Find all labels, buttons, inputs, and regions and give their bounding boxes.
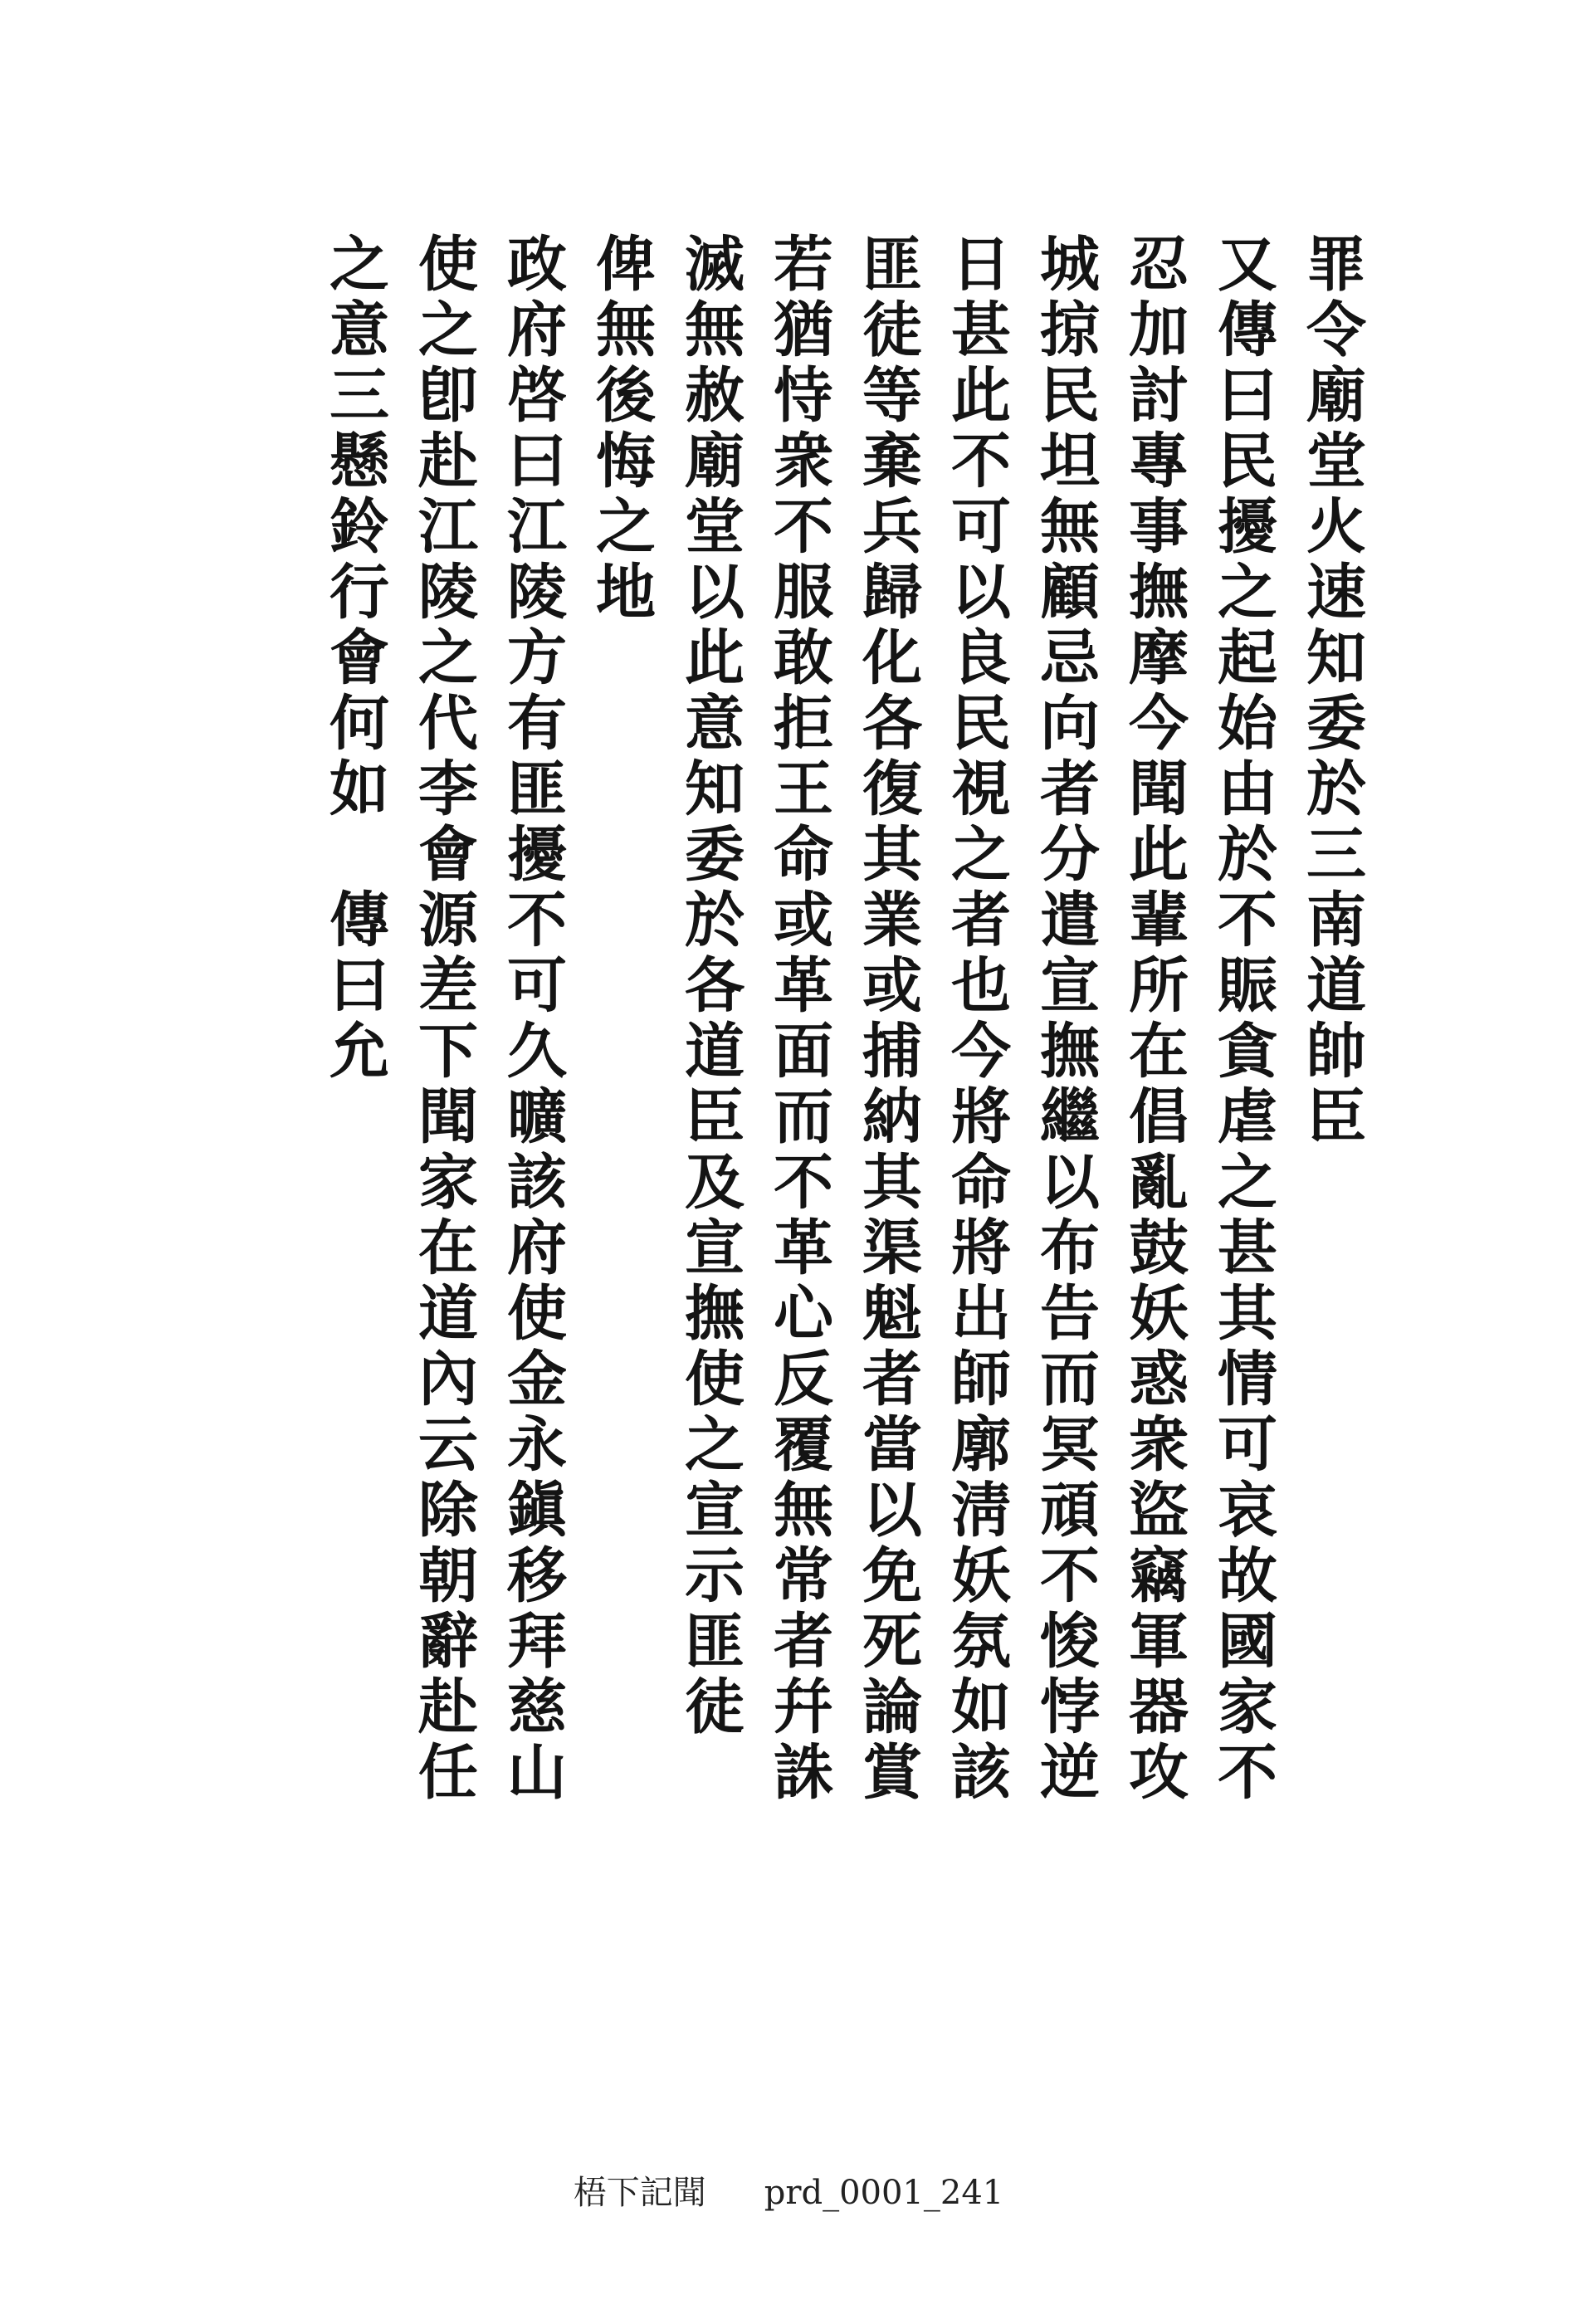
text-column-4: 城掠民坦無顧忌向者分遣宣撫繼以布告而冥頑不悛悖逆	[1030, 232, 1101, 1806]
text-column-8: 滅無赦廟堂以此意知委於各道臣及宣撫使之宣示匪徒	[675, 232, 745, 1741]
page-footer	[0, 2166, 1577, 2214]
footer-book-title: 梧下記聞	[573, 2174, 706, 2212]
text-column-5: 日甚此不可以良民視之者也今將命將出師廓淸妖氛如該	[941, 232, 1012, 1806]
text-column-7: 若猶恃衆不服敢拒王命或革面而不革心反覆無常者幷誅	[764, 232, 834, 1806]
text-column-11: 使之卽赴江陵之代李會源差下聞家在道內云除朝辭赴任	[408, 232, 479, 1806]
text-column-9: 俾無後悔之地	[586, 232, 657, 626]
text-column-2: 又傳曰民擾之起始由於不賑貪虐之甚其情可哀故國家不	[1208, 232, 1278, 1806]
text-column-12: 之意三懸鈴行會何如 傳曰允	[320, 232, 390, 1085]
text-column-1: 罪令廟堂火速知委於三南道帥臣	[1296, 232, 1367, 1150]
text-column-10: 政府啓曰江陵方有匪擾不可久曠該府使金永鎭移拜慈山	[497, 232, 568, 1806]
vertical-text-block	[316, 232, 1370, 1909]
text-column-3: 忍加討專事撫摩今聞此輩所在倡亂鼓妖惑衆盜竊軍器攻	[1119, 232, 1189, 1806]
text-column-6: 匪徒等棄兵歸化各復其業或捕納其渠魁者當以免死論賞	[852, 232, 923, 1806]
footer-page-code: prd_0001_241	[764, 2174, 1004, 2212]
